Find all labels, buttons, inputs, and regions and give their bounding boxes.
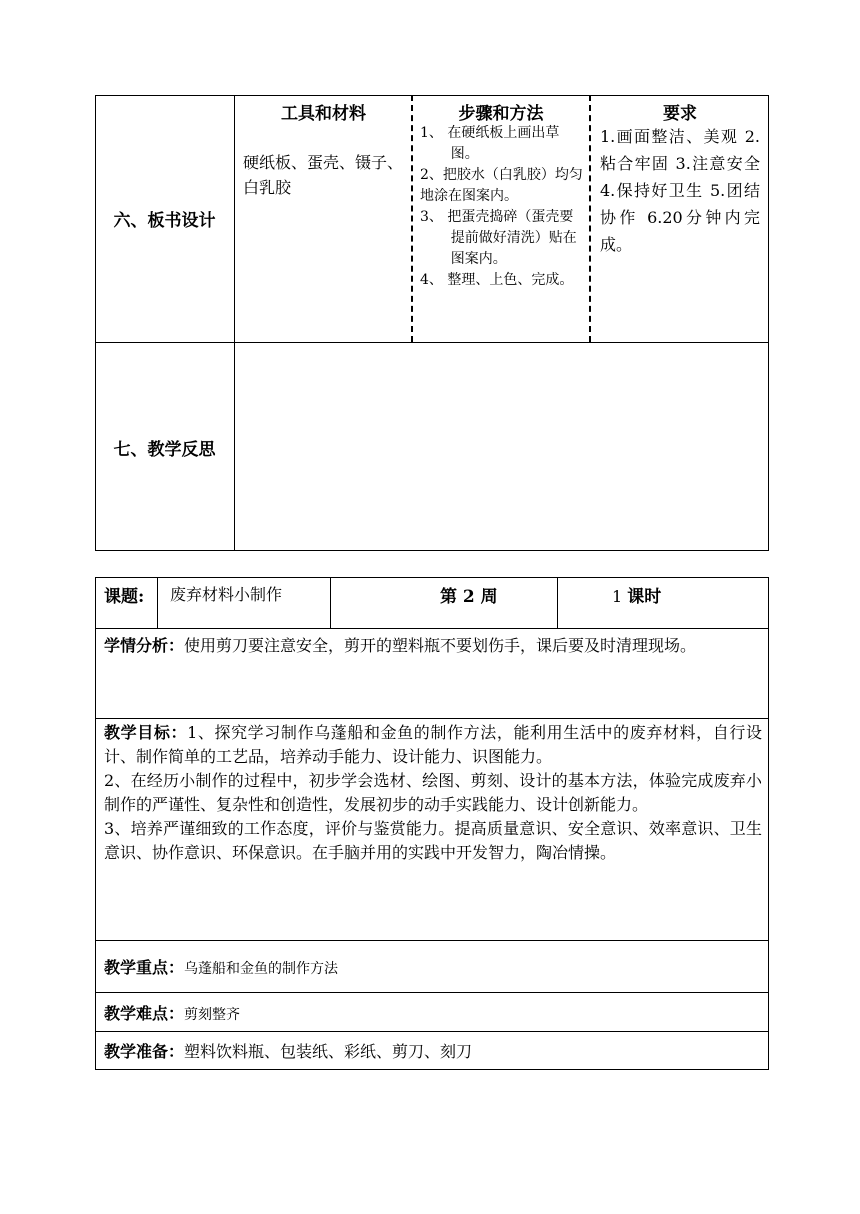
analysis-label: 学情分析： [104,636,185,655]
list-item: 1、 在硬纸板上画出草图。 [420,125,560,162]
preparation-label: 教学准备： [104,1042,185,1061]
key-point-label: 教学重点： [104,958,185,977]
table-divider [557,577,558,628]
goals-text-3: 3、培养严谨细致的工作态度，评价与鉴赏能力。提高质量意识、安全意识、效率意识、卫生意识、协作意识、环保意识。在手脑并用的实践中开发智力，陶冶情操。 [104,819,762,862]
table-divider [95,628,769,629]
difficulty-text: 剪刻整齐 [184,1007,241,1023]
goals-label: 教学目标： [104,723,188,742]
preparation-text: 塑料饮料瓶、包装纸、彩纸、剪刀、刻刀 [184,1042,473,1061]
topic-value: 废弃材料小制作 [170,585,283,604]
goals-cell [104,721,762,865]
table-divider [234,95,235,551]
hours-cell [612,582,661,607]
steps-title: 步骤和方法 [458,104,544,124]
list-item: 2、把胶水（白乳胶）均匀地涂在图案内。 [420,167,583,204]
table-divider [95,992,769,993]
tools-text: 硬纸板、蛋壳、镊子、白乳胶 [243,153,404,197]
requirements-title: 要求 [663,104,697,124]
list-item: 3、 把蛋壳捣碎（蛋壳要提前做好清洗）贴在图案内。 [420,209,577,267]
difficulty-label: 教学难点： [104,1004,185,1023]
dashed-divider [411,95,413,342]
dashed-divider [589,95,591,342]
table-divider [95,718,769,719]
difficulty-cell [104,1001,240,1024]
list-item: 4、 整理、上色、完成。 [420,272,574,288]
analysis-cell [104,633,762,658]
topic-label: 课题: [104,587,145,607]
tools-title: 工具和材料 [281,104,366,124]
preparation-cell [104,1039,472,1062]
hours-number: 1 [612,587,623,606]
goals-text-2: 2、在经历小制作的过程中，初步学会选材、绘图、剪刻、设计的基本方法，体验完成废弃小制作的严谨性、复杂性和创造性，发展初步的动手实践能力、设计创新能力。 [104,771,762,814]
goals-text-1: 1、探究学习制作乌蓬船和金鱼的制作方法，能利用生活中的废弃材料，自行设计、制作简单的工艺品，培养动手能力、设计能力、识图能力。 [104,723,762,766]
board-design-label: 六、板书设计 [113,211,216,231]
week-label: 第 2 周 [440,587,498,607]
hours-label: 课时 [627,587,662,607]
table-divider [95,940,769,941]
table-divider [95,1031,769,1032]
requirements-text: 1.画面整洁、美观 2.粘合牢固 3.注意安全 4.保持好卫生 5.团结协作 6.20分钟内完成。 [600,127,760,254]
key-point-text: 乌蓬船和金鱼的制作方法 [184,961,339,977]
table-divider [157,577,158,628]
reflection-label: 七、教学反思 [113,439,216,460]
key-point-cell [104,955,338,978]
steps-list [420,123,585,291]
analysis-text: 使用剪刀要注意安全，剪开的塑料瓶不要划伤手，课后要及时清理现场。 [184,636,697,655]
